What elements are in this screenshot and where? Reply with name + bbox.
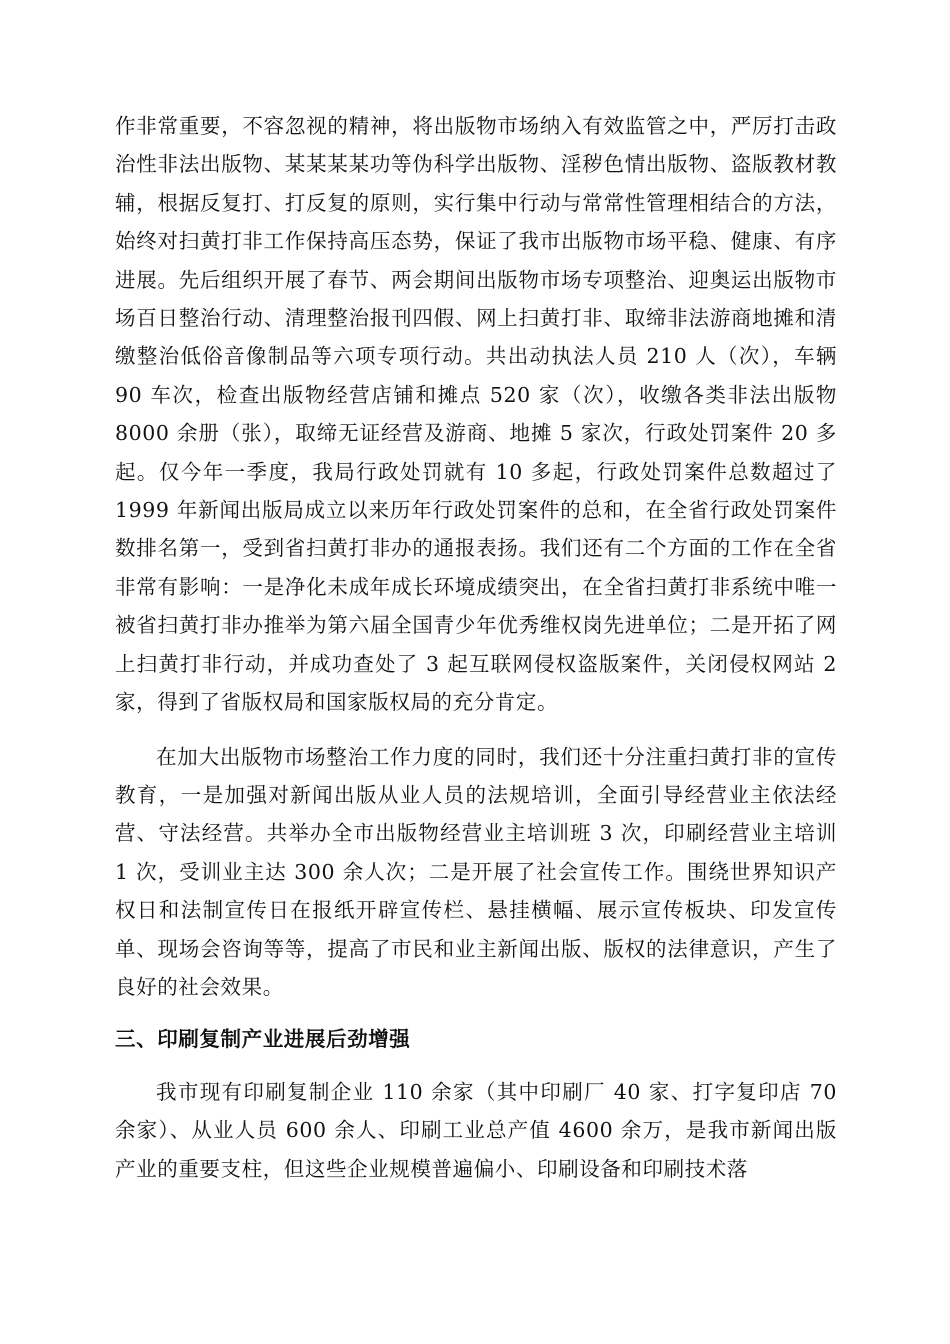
- paragraph-publicity-education: 在加大出版物市场整治工作力度的同时，我们还十分注重扫黄打非的宣传教育，一是加强对新闻出版从业人员的法规培训，全面引导经营业主依法经营、守法经营。共举办全市出版物经营业主培训班 3 次，印刷经营业主培训 1 次，受训业主达 300 余人次；二是开展了社会宣传工作。围绕世界知识产权日和法制宣传日在报纸开辟宣传栏、悬挂横幅、展示宣传板块、印发宣传单、现场会咨询等等，提高了市民和业主新闻出版、版权的法律意识，产生了良好的社会效果。: [115, 744, 837, 999]
- paragraph-enforcement-results: 作非常重要，不容忽视的精神，将出版物市场纳入有效监管之中，严厉打击政治性非法出版物、某某某某功等伪科学出版物、淫秽色情出版物、盗版教材教辅，根据反复打、打反复的原则，实行集中行动与常常性管理相结合的方法，始终对扫黄打非工作保持高压态势，保证了我市出版物市场平稳、健康、有序进展。先后组织开展了春节、两会期间出版物市场专项整治、迎奥运出版物市场百日整治行动、清理整治报刊四假、网上扫黄打非、取缔非法游商地摊和清缴整治低俗音像制品等六项专项行动。共出动执法人员 210 人（次），车辆 90 车次，检查出版物经营店铺和摊点 520 家（次），收缴各类非法出版物 8000 余册（张），取缔无证经营及游商、地摊 5 家次，行政处罚案件 20 多起。仅今年一季度，我局行政处罚就有 10 多起，行政处罚案件总数超过了 1999 年新闻出版局成立以来历年行政处罚案件的总和，在全省行政处罚案件数排名第一，受到省扫黄打非办的通报表扬。我们还有二个方面的工作在全省非常有影响：一是净化未成年成长环境成绩突出，在全省扫黄打非系统中唯一被省扫黄打非办推举为第六届全国青少年优秀维权岗先进单位；二是开拓了网上扫黄打非行动，并成功查处了 3 起互联网侵权盗版案件，关闭侵权网站 2 家，得到了省版权局和国家版权局的充分肯定。: [115, 114, 837, 715]
- document-body: [115, 107, 837, 1188]
- section-heading-printing: 三、印刷复制产业进展后劲增强: [115, 1027, 411, 1052]
- paragraph-printing-industry: 我市现有印刷复制企业 110 余家（其中印刷厂 40 家、打字复印店 70 余家）、从业人员 600 余人、印刷工业总产值 4600 余万，是我市新闻出版产业的重要支柱，但这些企业规模普遍偏小、印刷设备和印刷技术落: [115, 1079, 837, 1181]
